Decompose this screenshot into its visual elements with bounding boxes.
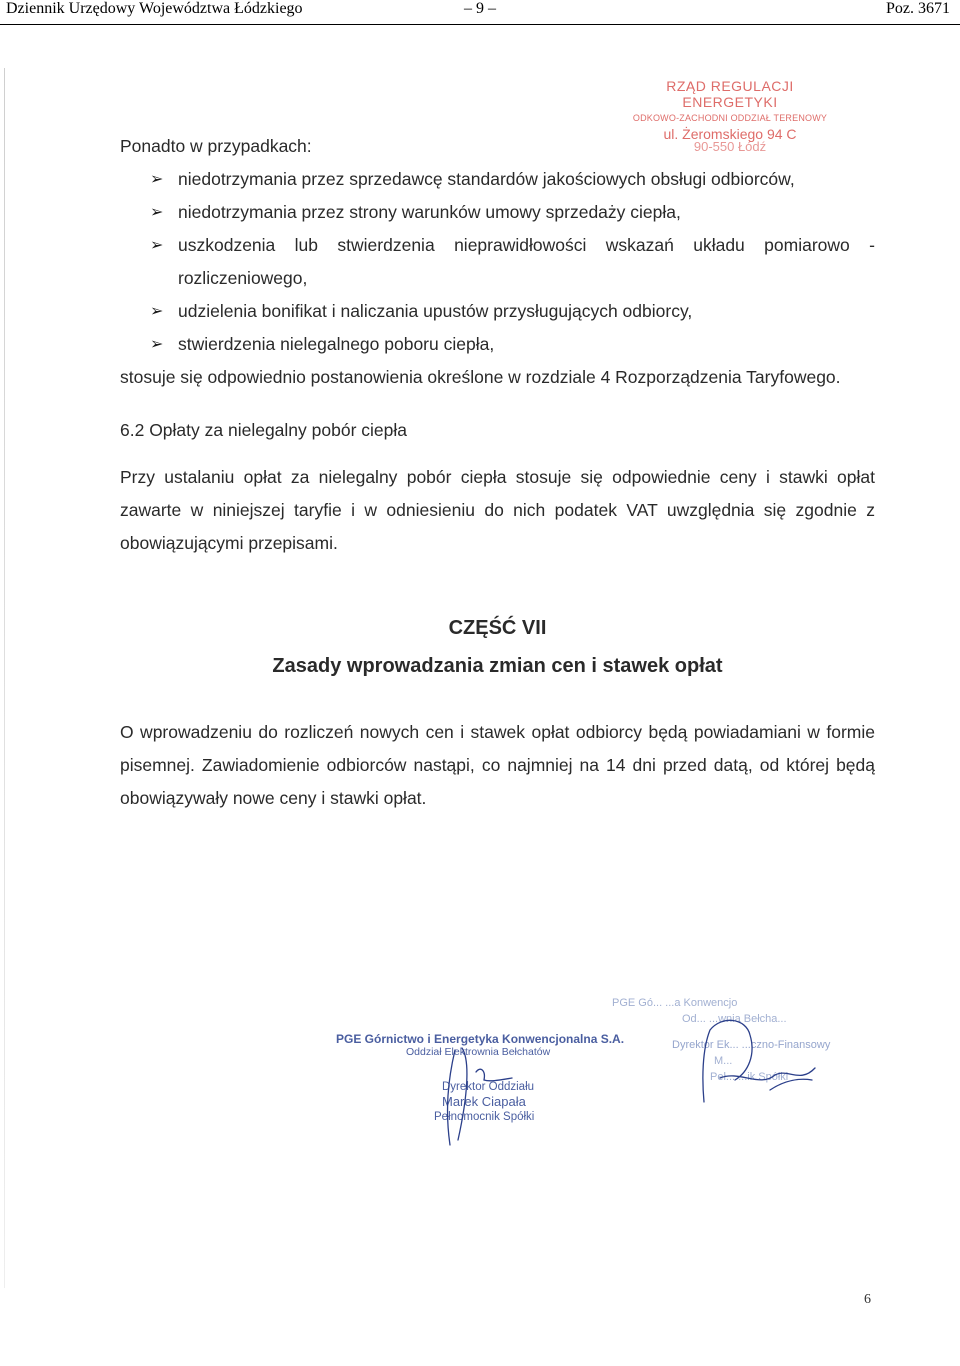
case-list-item: ➢ niedotrzymania przez strony warunków umowy sprzedaży ciepła, (120, 196, 875, 229)
case-list (120, 163, 875, 361)
office-stamp-line2: ODKOWO-ZACHODNI ODDZIAŁ TERENOWY (632, 113, 828, 123)
arrow-bullet-icon: ➢ (150, 204, 164, 221)
arrow-bullet-icon: ➢ (150, 303, 164, 320)
paragraph-regulation: stosuje się odpowiednio postanowienia określone w rozdziale 4 Rozporządzenia Taryfowego. (120, 367, 841, 387)
section-heading: 6.2 Opłaty za nielegalny pobór ciepła (120, 420, 407, 440)
journal-title: Dziennik Urzędowy Województwa Łódzkiego (6, 0, 303, 17)
case-list-item: ➢ udzielenia bonifikat i naliczania upustów przysługujących odbiorcy, (120, 295, 875, 328)
company-name: PGE Górnictwo i Energetyka Konwencjonalna S.A. (336, 1032, 625, 1046)
part-title: CZĘŚĆ VII (448, 617, 547, 639)
part-subtitle: Zasady wprowadzania zmian cen i stawek opłat (272, 655, 723, 677)
branch-name: Oddział Elektrownia Bełchatów (406, 1046, 551, 1058)
signatory-function: Pełnomocnik Spółki (434, 1111, 535, 1123)
signatory-role: Dyrektor Oddziału (442, 1081, 535, 1093)
right-stamp-line1: PGE Gó... ...a Konwencjo (612, 997, 738, 1009)
case-list-item: ➢ stwierdzenia nielegalnego poboru ciepła, (120, 328, 875, 361)
page-header (0, 0, 960, 25)
scan-edge (4, 68, 5, 1288)
right-stamp-line4: M... (714, 1055, 733, 1067)
page-number: 6 (864, 1292, 871, 1307)
right-stamp-line2: Od... ...wnia Bełcha... (682, 1013, 787, 1025)
office-stamp-line4: 90-550 Łódź (693, 139, 767, 154)
case-list-item: ➢ niedotrzymania przez sprzedawcę standardów jakościowych obsługi odbiorców, (120, 163, 875, 196)
signatory-name: Marek Ciapała (442, 1094, 526, 1109)
paragraph-price-changes: O wprowadzeniu do rozliczeń nowych cen i stawek opłat odbiorcy będą powiadamiani w formie pisemnej. Zawiadomienie odbiorców nastąpi, co najmniej na 14 dni przed datą, od której będą obowiązywały nowe ceny i stawki opłat. (120, 722, 875, 808)
intro-text: Ponadto w przypadkach: (120, 136, 312, 156)
right-stamp-line5: Peł... ...ik Spółki (710, 1071, 789, 1083)
arrow-bullet-icon: ➢ (150, 237, 164, 254)
office-stamp-line3: ul. Żeromskiego 94 C (663, 126, 797, 142)
arrow-bullet-icon: ➢ (150, 171, 164, 188)
arrow-bullet-icon: ➢ (150, 336, 164, 353)
right-stamp-line3: Dyrektor Ek... ...czno-Finansowy (672, 1039, 831, 1051)
position-number: Poz. 3671 (886, 0, 950, 17)
signature-stamp-left (336, 1032, 656, 1124)
case-list-item: ➢ uszkodzenia lub stwierdzenia nieprawidłowości wskazań układu pomiarowo - rozliczeniowego, (120, 229, 875, 295)
document-body (120, 130, 875, 815)
header-page-marker: – 9 – (464, 0, 496, 17)
office-stamp-line1: RZĄD REGULACJI ENERGETYKI (666, 78, 794, 110)
paragraph-illegal-fees: Przy ustalaniu opłat za nielegalny pobór ciepła stosuje się odpowiednie ceny i stawki opłat zawarte w niniejszej taryfie i w odniesieniu do nich podatek VAT uwzględnia się zgodnie z obowiązującymi przepisami. (120, 467, 875, 553)
